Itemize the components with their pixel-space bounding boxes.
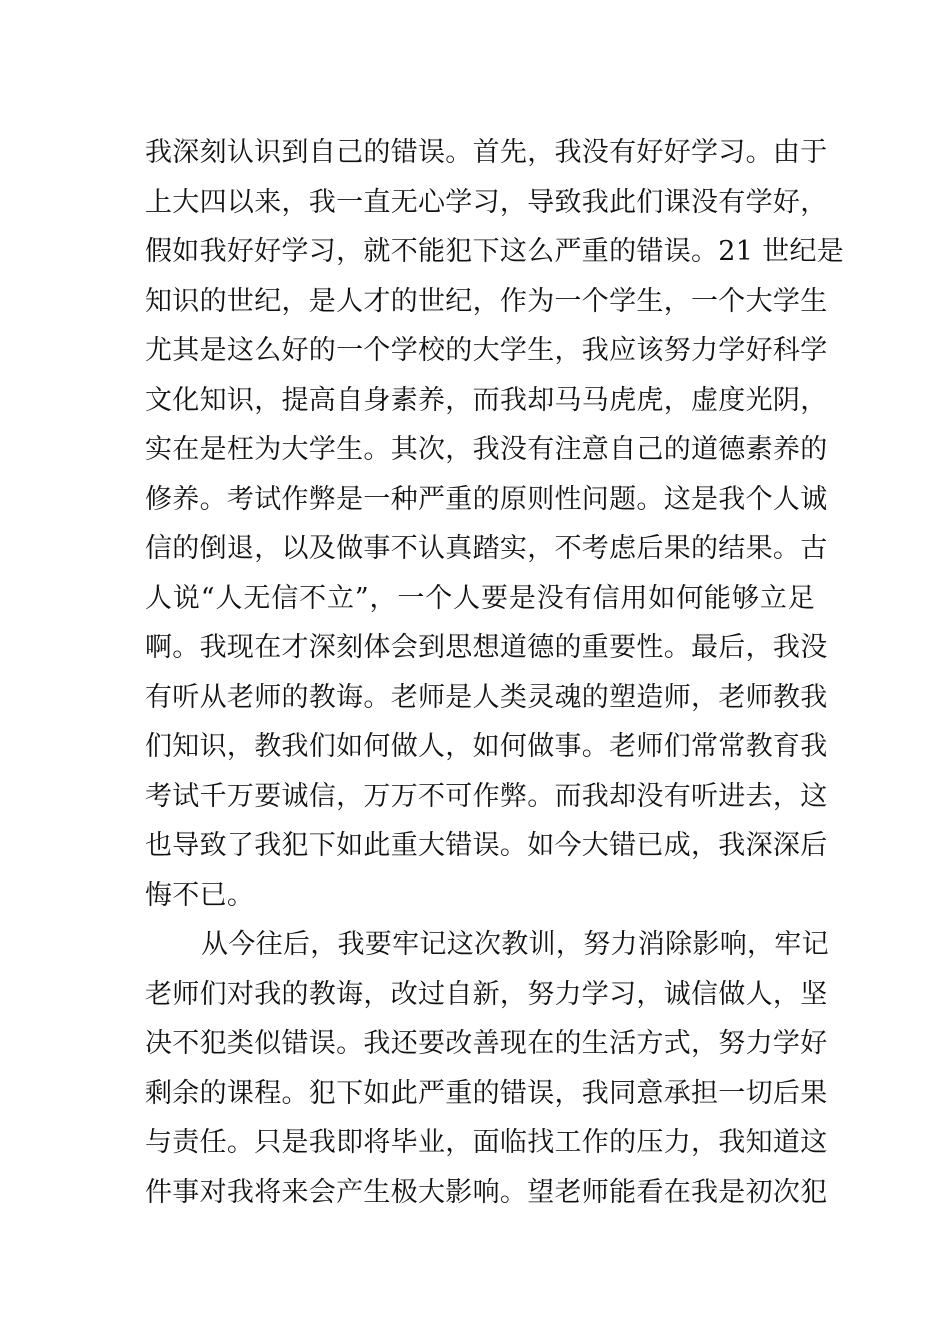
- body-text: [145, 128, 845, 1217]
- text-line: 上大四以来，我一直无心学习，导致我此们课没有学好，: [145, 186, 828, 218]
- text-line: 们知识，教我们如何做人，如何做事。老师们常常教育我: [145, 731, 828, 762]
- text-line: 啊。我现在才深刻体会到思想道德的重要性。最后，我没: [145, 632, 828, 663]
- text-line: 信的倒退，以及做事不认真踏实，不考虑后果的结果。古: [145, 533, 828, 564]
- text-line: 件事对我将来会产生极大影响。望老师能看在我是初次犯: [145, 1176, 828, 1208]
- text-line: 悔不已。: [145, 879, 255, 911]
- text-line: 剩余的课程。犯下如此严重的错误，我同意承担一切后果: [145, 1077, 828, 1109]
- text-line: 从今往后，我要牢记这次教训，努力消除影响，牢记: [201, 929, 829, 960]
- text-line: 实在是枉为大学生。其次，我没有注意自己的道德素养的: [145, 434, 828, 465]
- text-line: 修养。考试作弊是一种严重的原则性问题。这是我个人诚: [145, 483, 828, 515]
- text-line: 知识的世纪，是人才的世纪，作为一个学生，一个大学生: [145, 285, 828, 317]
- text-line: 考试千万要诚信，万万不可作弊。而我却没有听进去，这: [145, 780, 828, 812]
- text-line: 假如我好好学习，就不能犯下这么严重的错误。21 世纪是: [145, 236, 845, 267]
- text-line: 与责任。只是我即将毕业，面临找工作的压力，我知道这: [145, 1127, 828, 1158]
- text-line: 也导致了我犯下如此重大错误。如今大错已成，我深深后: [145, 830, 828, 861]
- text-line: 我深刻认识到自己的错误。首先，我没有好好学习。由于: [145, 137, 828, 168]
- text-line: 尤其是这么好的一个学校的大学生，我应该努力学好科学: [145, 335, 828, 366]
- paragraph-2: [145, 920, 829, 1217]
- text-line: 决不犯类似错误。我还要改善现在的生活方式，努力学好: [145, 1028, 828, 1059]
- text-line: 有听从老师的教诲。老师是人类灵魂的塑造师，老师教我: [145, 681, 828, 713]
- text-line: 人说“人无信不立”，一个人要是没有信用如何能够立足: [145, 582, 815, 614]
- text-line: 文化知识，提高自身素养，而我却马马虎虎，虚度光阴，: [145, 384, 828, 416]
- text-line: 老师们对我的教诲，改过自新，努力学习，诚信做人，坚: [145, 978, 828, 1010]
- paragraph-1: [145, 128, 845, 920]
